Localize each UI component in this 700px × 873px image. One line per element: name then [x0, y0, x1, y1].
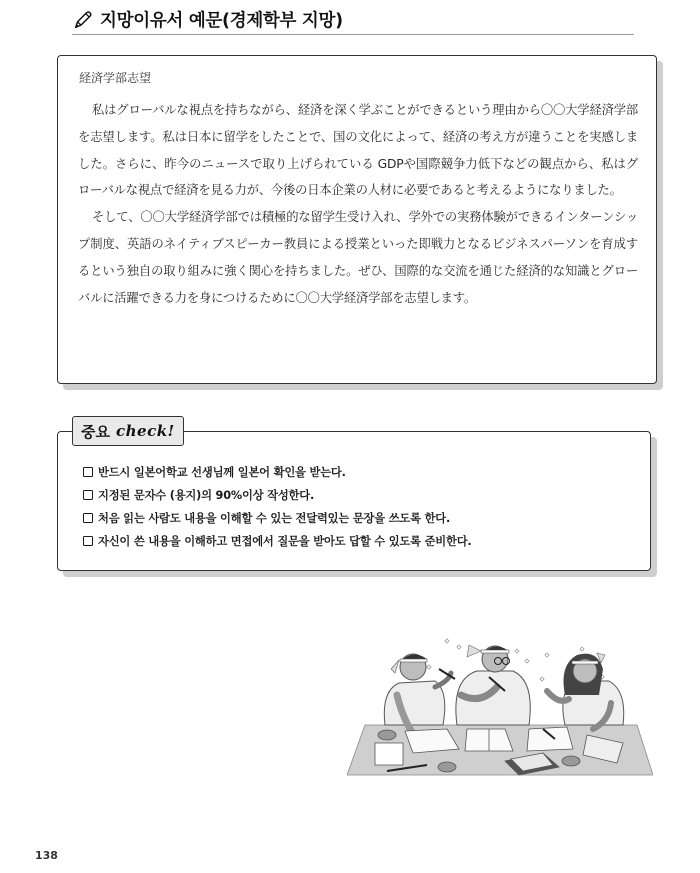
checklist-item [83, 506, 472, 529]
essay-example-box [57, 55, 657, 384]
checklist-item-text: 자신이 쓴 내용을 이해하고 면접에서 질문을 받아도 답할 수 있도록 준비한다. [98, 534, 472, 548]
check-label [72, 416, 184, 446]
essay-body [78, 97, 638, 311]
page-header [72, 6, 634, 35]
check-label-english: check! [115, 422, 175, 440]
page-title-row [72, 7, 343, 32]
pencil-icon [72, 9, 94, 31]
students-studying-illustration [347, 625, 653, 780]
essay-paragraph: 私はグローバルな視点を持ちながら、経済を深く学ぶことができるという理由から〇〇大学経済学部を志望します。私は日本に留学をしたことで、国の文化によって、経済の考え方が違うことを実感しました。さらに、昨今のニュースで取り上げられている GDPや国際競争力低下などの観点から、私はグローバルな視点で経済を見る力が、今後の日本企業の人材に必要であると考えるようになりました。 [78, 103, 638, 198]
checkbox-icon [83, 513, 93, 523]
checklist-item-text: 지정된 문자수 (용지)의 90%이상 작성한다. [98, 488, 315, 502]
checklist-item [83, 483, 472, 506]
checkbox-icon [83, 467, 93, 477]
checkbox-icon [83, 490, 93, 500]
checklist-item-text: 처음 읽는 사람도 내용을 이해할 수 있는 전달력있는 문장을 쓰도록 한다. [98, 511, 451, 525]
check-label-korean: 중요 [81, 422, 110, 441]
checkbox-icon [83, 536, 93, 546]
page-title: 지망이유서 예문(경제학부 지망) [100, 11, 343, 31]
essay-paragraph: そして、〇〇大学経済学部では積極的な留学生受け入れ、学外での実務体験ができるインターンシップ制度、英語のネイティブスピーカー教員による授業といった即戦力となるビジネスパーソンを育成するという独自の取り組みに強く関心を持ちました。ぜひ、国際的な交流を通じた経済的な知識とグローバルに活躍できる力を身につけるために〇〇大学経済学部を志望します。 [78, 210, 638, 305]
essay-heading: 経済学部志望 [79, 71, 152, 85]
checklist-item-text: 반드시 일본어학교 선생님께 일본어 확인을 받는다. [98, 465, 346, 479]
checklist-item [83, 529, 472, 552]
page-number: 138 [35, 849, 58, 862]
checklist-item [83, 460, 472, 483]
checklist [83, 460, 472, 552]
